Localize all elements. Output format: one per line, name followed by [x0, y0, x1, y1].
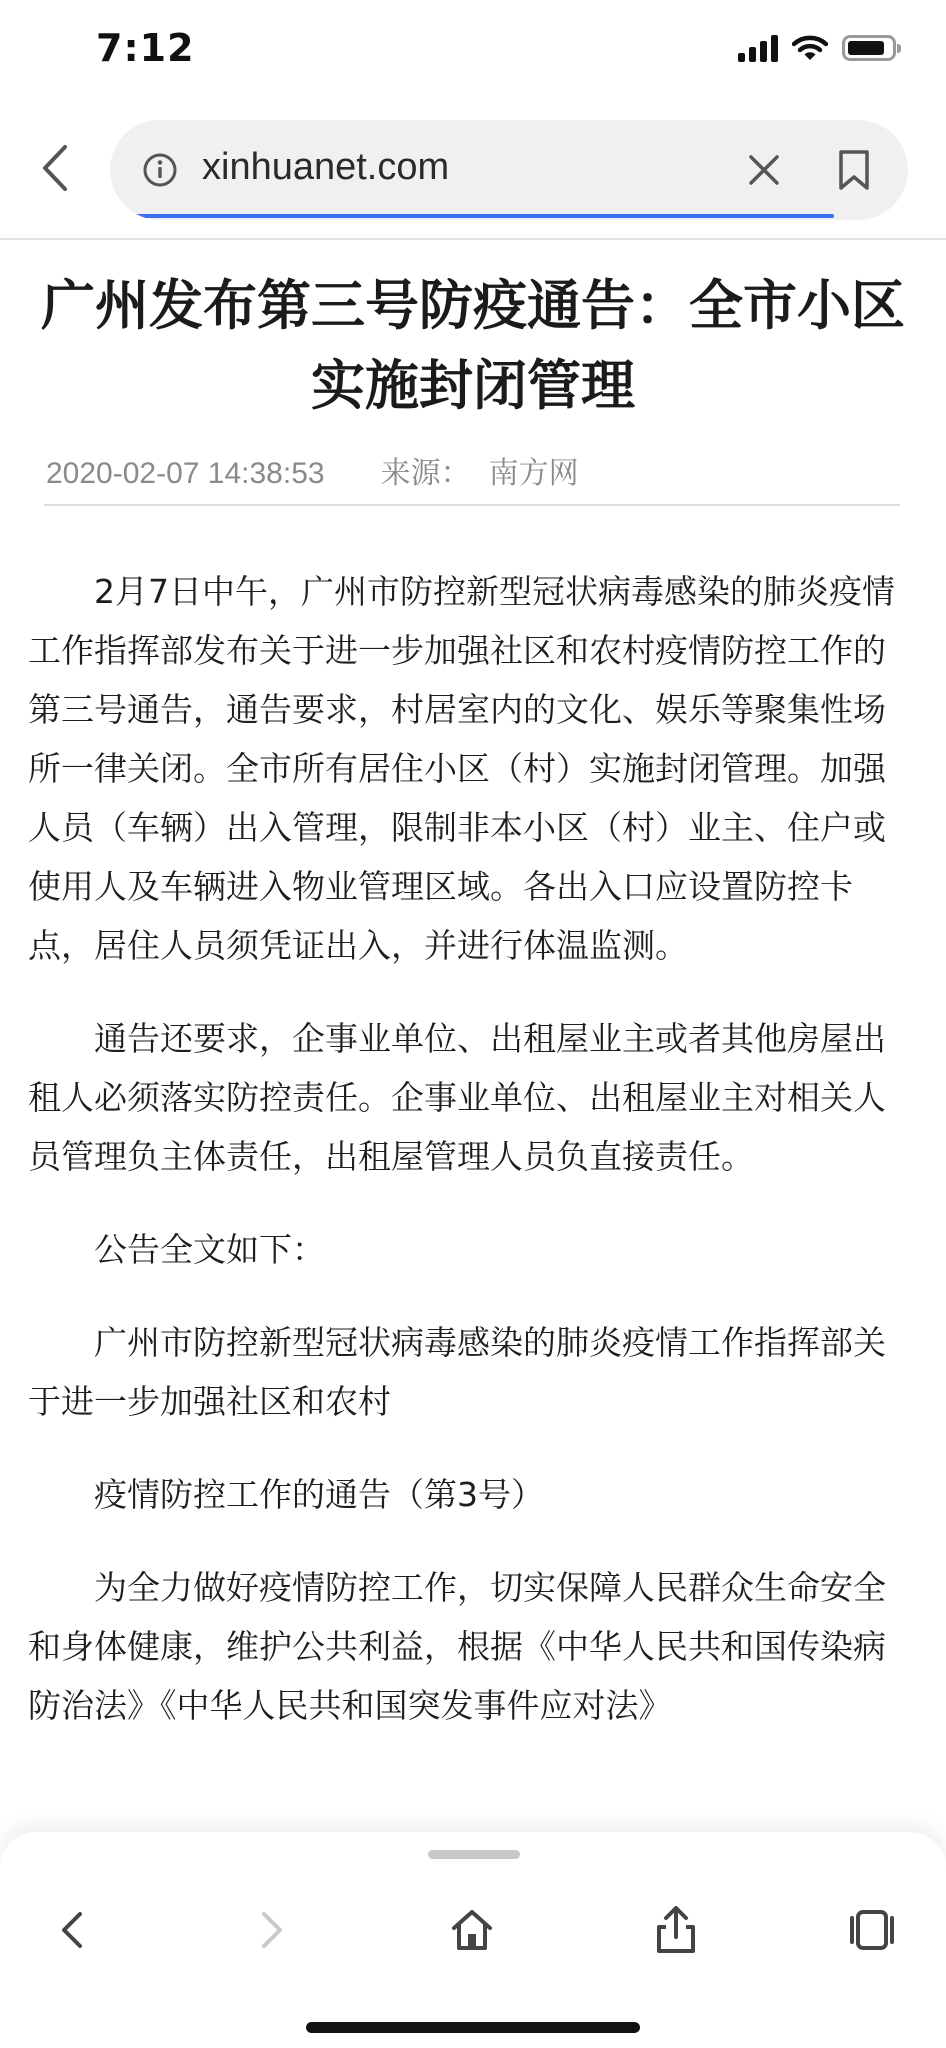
url-text[interactable]: xinhuanet.com [202, 146, 450, 188]
article-source: 南方网 [488, 457, 579, 490]
article-datetime: 2020-02-07 14:38:53 [46, 457, 325, 490]
home-icon [449, 1907, 495, 1953]
article-paragraph: 为全力做好疫情防控工作，切实保障人民群众生命安全和身体健康，维护公共利益，根据《中华人民共和国传染病防治法》《中华人民共和国突发事件应对法》 [28, 1568, 886, 1725]
tabs-icon [847, 1907, 897, 1953]
browser-address-row [0, 112, 946, 222]
cellular-signal-icon [738, 34, 778, 62]
wifi-icon [792, 34, 828, 62]
home-indicator[interactable] [306, 2022, 640, 2033]
toolbar-home-button[interactable] [436, 1894, 508, 1966]
chevron-right-icon [259, 1910, 285, 1950]
chevron-left-icon [59, 1910, 85, 1950]
article-paragraph: 疫情防控工作的通告（第3号） [94, 1475, 544, 1514]
bookmark-icon [837, 149, 871, 191]
article-meta [46, 448, 579, 492]
article-title: 广州发布第三号防疫通告：全市小区实施封闭管理 [41, 274, 905, 417]
status-icons [738, 34, 896, 62]
info-icon[interactable] [140, 150, 180, 190]
toolbar-grabber[interactable] [428, 1850, 520, 1859]
url-bar[interactable] [110, 120, 908, 220]
battery-fill [848, 41, 884, 55]
bottom-toolbar [0, 1832, 946, 2048]
source-label: 来源： [380, 457, 471, 490]
toolbar-back-button[interactable] [36, 1894, 108, 1966]
bookmark-button[interactable] [834, 146, 874, 194]
article-body [28, 562, 910, 1769]
toolbar-forward-button[interactable] [236, 1894, 308, 1966]
battery-icon [842, 35, 896, 61]
toolbar-tabs-button[interactable] [836, 1894, 908, 1966]
article-paragraph: 2月7日中午，广州市防控新型冠状病毒感染的肺炎疫情工作指挥部发布关于进一步加强社区和农村疫情防控工作的第三号通告，通告要求，村居室内的文化、娱乐等聚集性场所一律关闭。全市所有居住小区（村）实施封闭管理。加强人员（车辆）出入管理，限制非本小区（村）业主、住户或使用人及车辆进入物业管理区域。各出入口应设置防控卡点，居住人员须凭证出入，并进行体温监测。 [28, 572, 895, 965]
close-icon [747, 153, 781, 187]
share-icon [653, 1905, 699, 1955]
meta-divider [44, 504, 900, 506]
header-divider [0, 238, 946, 240]
chevron-left-icon [40, 143, 70, 193]
article-paragraph: 通告还要求，企事业单位、出租屋业主或者其他房屋出租人必须落实防控责任。企事业单位、出租屋业主对相关人员管理负主体责任，出租屋管理人员负直接责任。 [28, 1019, 886, 1176]
status-time: 7:12 [96, 26, 195, 70]
article-paragraph: 广州市防控新型冠状病毒感染的肺炎疫情工作指挥部关于进一步加强社区和农村 [28, 1323, 886, 1421]
toolbar-share-button[interactable] [640, 1894, 712, 1966]
article-paragraph: 公告全文如下： [94, 1230, 325, 1269]
page-load-progress [134, 214, 834, 218]
browser-back-button[interactable] [30, 140, 80, 196]
status-bar [0, 0, 946, 100]
clear-url-button[interactable] [744, 150, 784, 190]
